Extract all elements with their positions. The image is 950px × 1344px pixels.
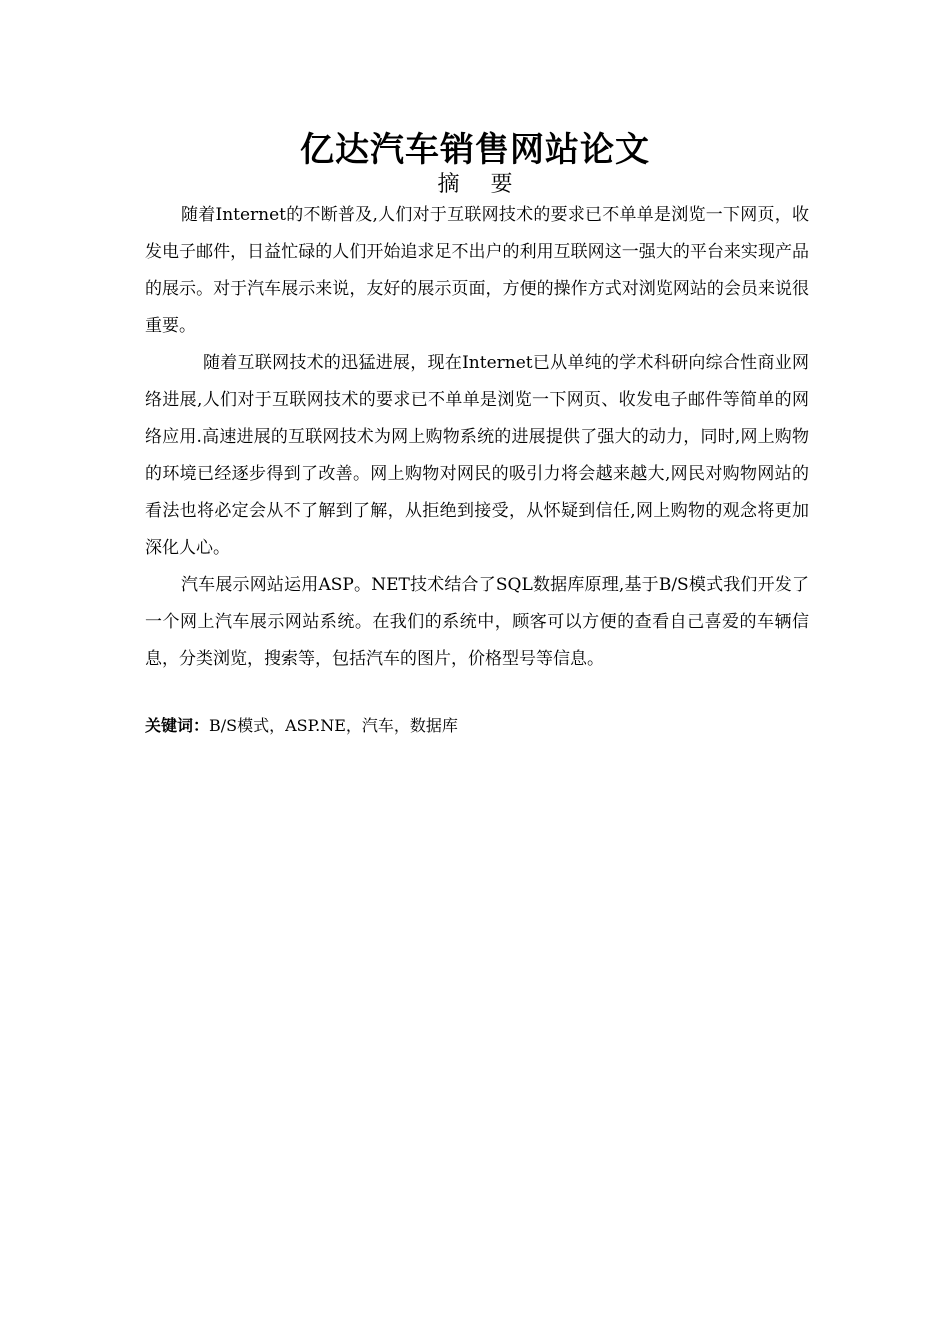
document-title: 亿达汽车销售网站论文 (300, 130, 650, 170)
keywords-value: B/S模式，ASP.NE，汽车，数据库 (209, 716, 458, 735)
abstract-paragraph-3: 汽车展示网站运用ASP。NET技术结合了SQL数据库原理,基于B/S模式我们开发了一个网上汽车展示网站系统。在我们的系统中，顾客可以方便的查看自己喜爱的车辆信息，分类浏览，搜索等，包括汽车的图片，价格型号等信息。 (145, 575, 809, 669)
abstract-paragraph-1: 随着Internet的不断普及,人们对于互联网技术的要求已不单单是浏览一下网页，收发电子邮件，日益忙碌的人们开始追求足不出户的利用互联网这一强大的平台来实现产品的展示。对于汽车展示来说，友好的展示页面，方便的操作方式对浏览网站的会员来说很重要。 (145, 205, 809, 336)
abstract-paragraph-2: 随着互联网技术的迅猛进展，现在Internet已从单纯的学术科研向综合性商业网络进展,人们对于互联网技术的要求已不单单是浏览一下网页、收发电子邮件等简单的网络应用.高速进展的互联网技术为网上购物系统的进展提供了强大的动力，同时,网上购物的环境已经逐步得到了改善。网上购物对网民的吸引力将会越来越大,网民对购物网站的看法也将必定会从不了解到了解，从拒绝到接受，从怀疑到信任,网上购物的观念将更加深化人心。 (145, 353, 809, 558)
keywords-label: 关键词： (145, 716, 210, 735)
abstract-heading: 摘 要 (437, 172, 525, 197)
keywords-line (145, 711, 809, 741)
abstract-body (145, 197, 809, 678)
